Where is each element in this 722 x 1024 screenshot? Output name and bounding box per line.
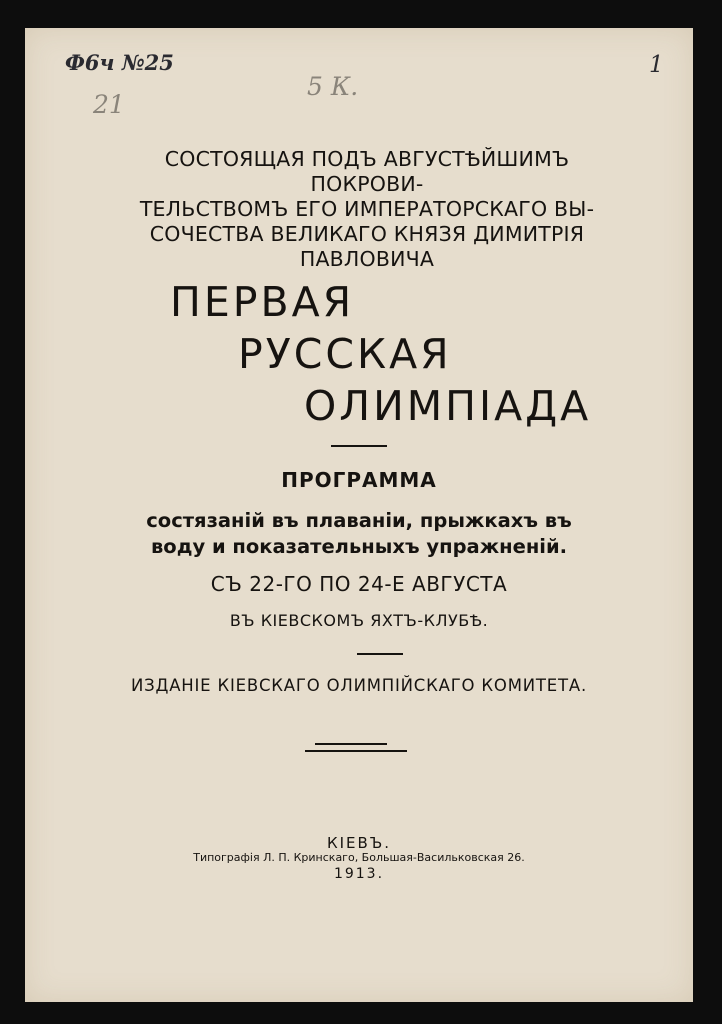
- divider: [357, 653, 403, 655]
- subtitle-line: воду и показательныхъ упражненій.: [150, 535, 568, 558]
- event-venue: ВЪ КІЕВСКОМЪ ЯХТЪ-КЛУБѢ.: [229, 611, 489, 630]
- imprint-year: 1913.: [333, 866, 385, 882]
- imprint-city: КІЕВЪ.: [326, 834, 392, 852]
- document-page: [25, 28, 693, 1002]
- patronage-line: ПАВЛОВИЧА: [299, 247, 435, 271]
- title-line-2: РУССКАЯ: [238, 330, 452, 378]
- divider: [331, 445, 387, 447]
- patronage-line: ТЕЛЬСТВОМЪ ЕГО ИМПЕРАТОРСКАГО ВЫ-: [139, 197, 595, 221]
- patronage-line: СОЧЕСТВА ВЕЛИКАГО КНЯЗЯ ДИМИТРІЯ: [149, 222, 585, 246]
- page-number-annotation: 1: [649, 52, 664, 78]
- title-line-3: ОЛИМПІАДА: [304, 382, 592, 430]
- archive-code-annotation: Ф6ч №25: [65, 50, 174, 75]
- patronage-statement: [105, 147, 629, 272]
- divider: [305, 750, 407, 752]
- patronage-line: СОСТОЯЩАЯ ПОДЪ АВГУСТѢЙШИМЪ ПОКРОВИ-: [164, 147, 570, 196]
- subtitle-line: состязаній въ плаваніи, прыжкахъ въ: [146, 509, 572, 532]
- pencil-number-annotation: 21: [93, 90, 125, 119]
- title-line-1: ПЕРВАЯ: [170, 278, 355, 326]
- program-label: ПРОГРАММА: [281, 468, 437, 492]
- pencil-price-annotation: 5 К.: [307, 72, 359, 101]
- divider: [315, 743, 387, 745]
- imprint-printer: Типографія Л. П. Кринскаго, Большая-Васильковская 26.: [193, 851, 525, 864]
- event-dates: СЪ 22-ГО ПО 24-Е АВГУСТА: [210, 572, 508, 596]
- publisher-line: ИЗДАНІЕ КІЕВСКАГО ОЛИМПІЙСКАГО КОМИТЕТА.: [131, 676, 587, 695]
- program-subtitle: [65, 508, 653, 560]
